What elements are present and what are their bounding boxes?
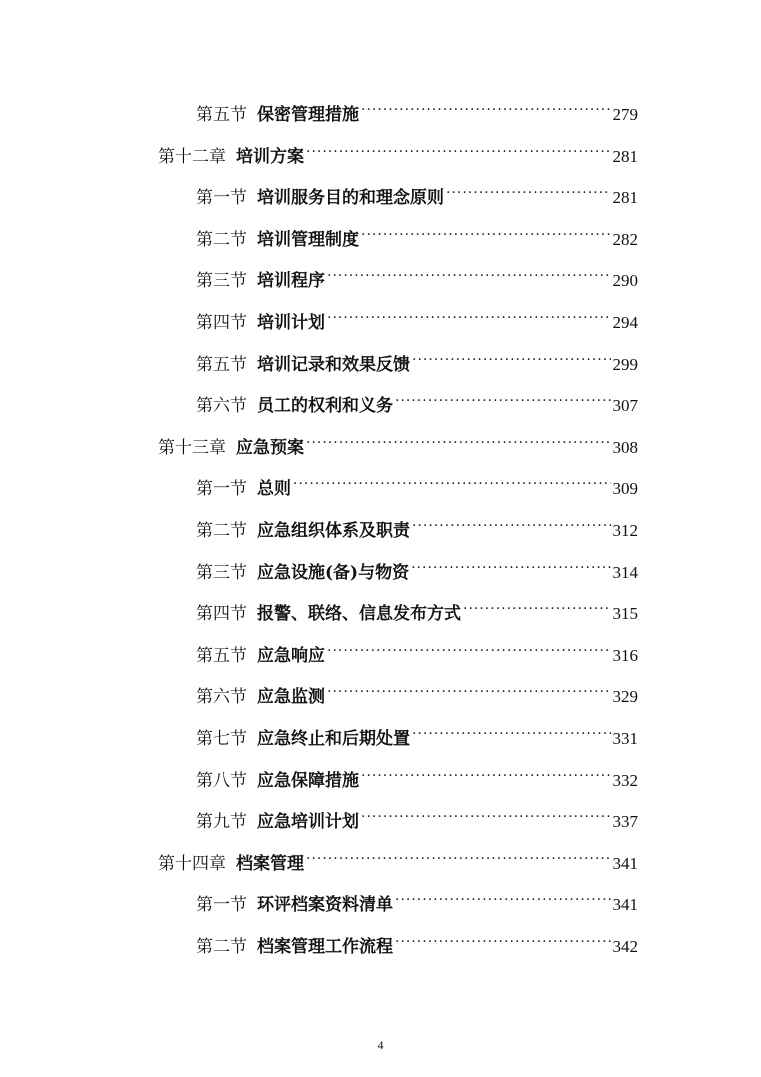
toc-entry-page: 279 [612, 105, 638, 124]
dot-leader [395, 880, 611, 910]
toc-section-entry [196, 381, 638, 416]
toc-entry-number: 第七节 [196, 729, 247, 749]
toc-entry-number: 第三节 [196, 563, 247, 583]
toc-entry-page: 308 [612, 438, 638, 457]
toc-entry-page: 332 [612, 771, 638, 790]
toc-entry-number: 第五节 [196, 646, 247, 666]
toc-entry-page: 307 [612, 396, 638, 415]
page-number: 4 [377, 1038, 384, 1052]
toc-chapter-entry [158, 839, 638, 874]
dot-leader [412, 506, 611, 536]
toc-entry-title: 应急预案 [236, 438, 304, 458]
toc-entry-title: 应急培训计划 [257, 812, 359, 832]
toc-entry-number: 第五节 [196, 105, 247, 125]
toc-section-entry [196, 173, 638, 208]
toc-entry-title: 报警、联络、信息发布方式 [257, 604, 461, 624]
toc-entry-page: 294 [612, 313, 638, 332]
toc-entry-title: 档案管理工作流程 [257, 937, 393, 957]
toc-entry-number: 第一节 [196, 188, 247, 208]
toc-entry-page: 314 [612, 563, 638, 582]
toc-entry-number: 第十三章 [158, 438, 226, 458]
dot-leader [306, 839, 611, 869]
toc-entry-title: 培训计划 [257, 313, 325, 333]
toc-section-entry [196, 215, 638, 250]
dot-leader [395, 381, 611, 411]
toc-entry-title: 培训服务目的和理念原则 [257, 188, 444, 208]
dot-leader [361, 215, 611, 245]
dot-leader [446, 173, 611, 203]
dot-leader [361, 797, 611, 827]
dot-leader [327, 256, 611, 286]
toc-entry-title: 环评档案资料清单 [257, 895, 393, 915]
dot-leader [412, 714, 611, 744]
toc-entry-title: 员工的权利和义务 [257, 396, 393, 416]
toc-entry-page: 281 [612, 188, 638, 207]
toc-section-entry [196, 631, 638, 666]
toc-entry-number: 第一节 [196, 895, 247, 915]
toc-section-entry [196, 922, 638, 957]
toc-entry-title: 培训管理制度 [257, 230, 359, 250]
dot-leader [327, 631, 611, 661]
dot-leader [361, 756, 611, 786]
toc-entry-number: 第十四章 [158, 854, 226, 874]
toc-entry-page: 282 [612, 230, 638, 249]
dot-leader [361, 90, 611, 120]
toc-chapter-entry [158, 423, 638, 458]
toc-entry-number: 第一节 [196, 479, 247, 499]
toc-entry-page: 341 [612, 854, 638, 873]
toc-entry-page: 312 [612, 521, 638, 540]
toc-entry-title: 应急响应 [257, 646, 325, 666]
toc-section-entry [196, 756, 638, 791]
toc-entry-number: 第五节 [196, 355, 247, 375]
toc-entry-number: 第六节 [196, 396, 247, 416]
toc-entry-page: 341 [612, 895, 638, 914]
dot-leader [327, 672, 611, 702]
toc-entry-page: 309 [612, 479, 638, 498]
toc-entry-number: 第三节 [196, 271, 247, 291]
toc-entry-number: 第二节 [196, 521, 247, 541]
toc-entry-title: 档案管理 [236, 854, 304, 874]
toc-section-entry [196, 464, 638, 499]
dot-leader [306, 132, 611, 162]
toc-entry-number: 第四节 [196, 604, 247, 624]
toc-entry-title: 应急终止和后期处置 [257, 729, 410, 749]
dot-leader [306, 423, 611, 453]
toc-entry-title: 应急组织体系及职责 [257, 521, 410, 541]
toc-section-entry [196, 714, 638, 749]
toc-section-entry [196, 880, 638, 915]
toc-section-entry [196, 90, 638, 125]
toc-chapter-entry [158, 132, 638, 167]
toc-entry-page: 281 [612, 147, 638, 166]
dot-leader [411, 548, 610, 578]
toc-entry-title: 保密管理措施 [257, 105, 359, 125]
dot-leader [412, 340, 611, 370]
toc-entry-title: 应急设施(备)与物资 [257, 563, 410, 583]
toc-entry-number: 第九节 [196, 812, 247, 832]
toc-entry-number: 第二节 [196, 937, 247, 957]
toc-entry-page: 299 [612, 355, 638, 374]
toc-entry-page: 315 [612, 604, 638, 623]
toc-entry-number: 第十二章 [158, 147, 226, 167]
toc-entry-page: 331 [612, 729, 638, 748]
toc-section-entry [196, 298, 638, 333]
toc-entry-page: 290 [612, 271, 638, 290]
toc-entry-number: 第八节 [196, 771, 247, 791]
toc-section-entry [196, 797, 638, 832]
toc-section-entry [196, 589, 638, 624]
toc-entry-number: 第六节 [196, 687, 247, 707]
dot-leader [293, 464, 611, 494]
toc-entry-page: 316 [612, 646, 638, 665]
toc-entry-number: 第二节 [196, 230, 247, 250]
dot-leader [463, 589, 611, 619]
dot-leader [327, 298, 611, 328]
toc-entry-page: 329 [612, 687, 638, 706]
toc-entry-page: 342 [612, 937, 638, 956]
toc-entry-title: 培训程序 [257, 271, 325, 291]
toc-entry-title: 总则 [257, 479, 291, 499]
toc-section-entry [196, 256, 638, 291]
toc-section-entry [196, 340, 638, 375]
toc-entry-number: 第四节 [196, 313, 247, 333]
toc-entry-title: 培训记录和效果反馈 [257, 355, 410, 375]
toc-section-entry [196, 506, 638, 541]
toc-entry-page: 337 [612, 812, 638, 831]
toc-section-entry [196, 672, 638, 707]
toc-section-entry [196, 548, 638, 583]
toc-entry-title: 应急保障措施 [257, 771, 359, 791]
toc-entry-title: 培训方案 [236, 147, 304, 167]
dot-leader [395, 922, 611, 952]
toc-entry-title: 应急监测 [257, 687, 325, 707]
